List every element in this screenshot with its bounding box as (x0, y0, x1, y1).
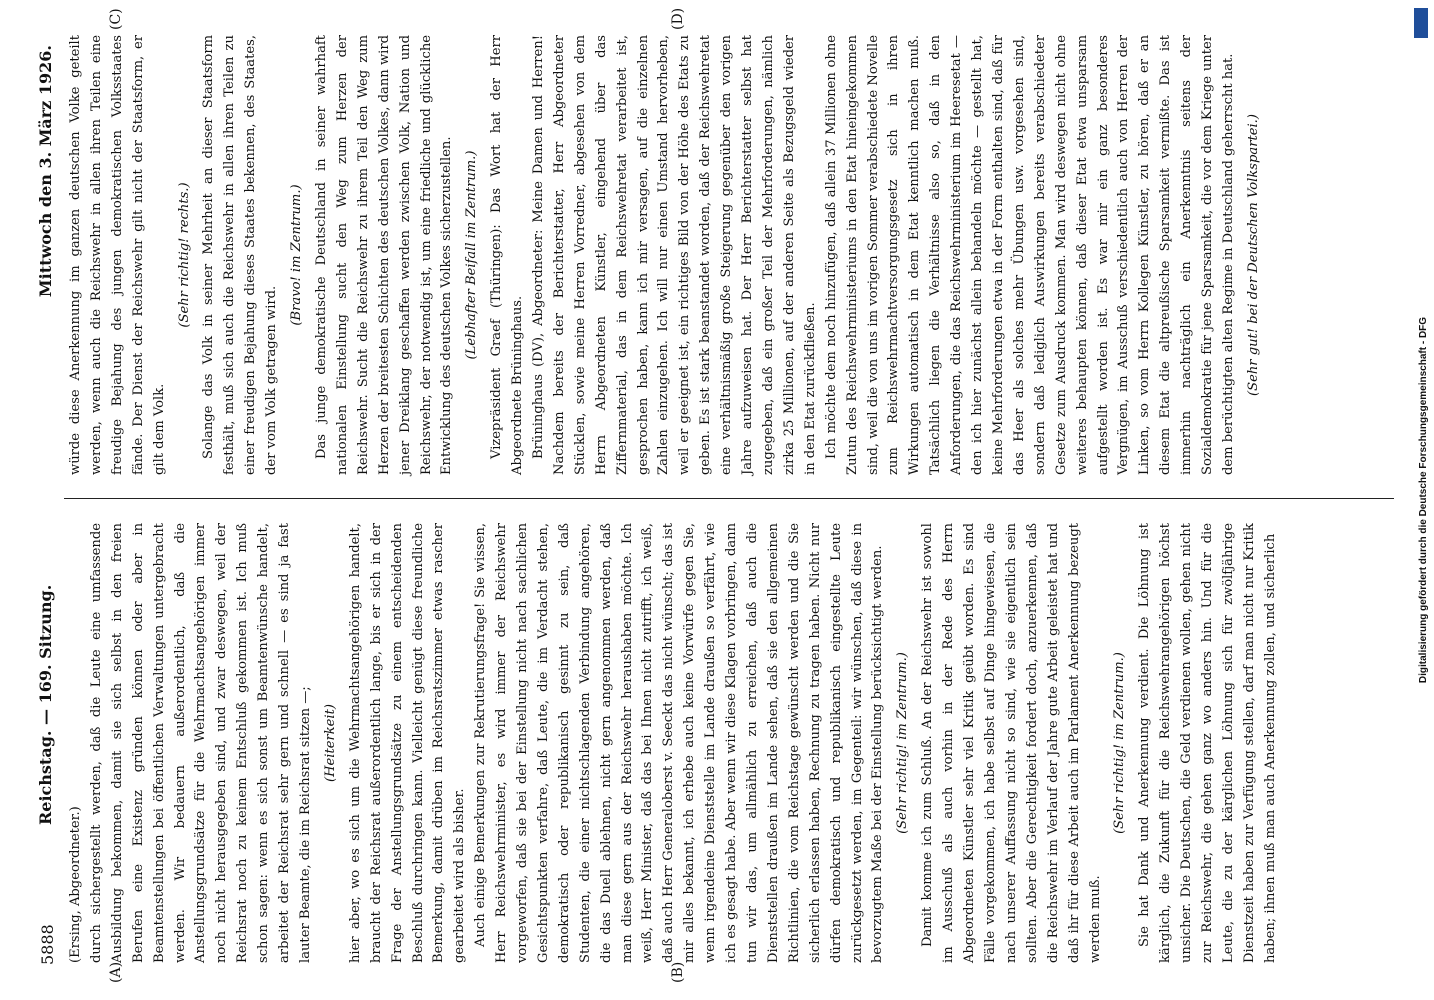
margin-marker-a: (A) (108, 961, 124, 983)
interjection: (Bravo! im Zentrum.) (289, 184, 305, 326)
interjection: (Sehr gut! bei der Deutschen Volkspartei.) (1245, 114, 1261, 396)
session-title: Reichstag. — 169. Sitzung. (36, 584, 55, 825)
paragraph: Auch einige Bemerkungen zur Rekrutierungsfrage! Sie wissen, Herr Reichswehrminister, es wird immer der Reichswehr vorgeworfen, daß sie bei der Einstellung nicht nach sachlichen Gesichtspunkten verfahre, daß Leute, die im Verdacht stehen, demokratisch oder republikanisch gesinnt zu sein, daß Studenten, die einer nichtschlagenden Verbindung angehören, die das Duell ablehnen, nicht gern angenommen werden, daß man diese gern aus der Reichswehr heraushaben möchte. Ich weiß, Herr Minister, daß das bei Ihnen nicht zutrifft, ich weiß, daß auch Herr Generaloberst v. Seeckt das nicht wünscht; das ist mir alles bekannt, ich erhebe auch keine Vorwürfe gegen Sie, wenn irgendeine Dienststelle im Lande draußen so verfährt, wie ich es gesagt habe. Aber wenn wir diese Klagen vorbringen, dann tun wir das, um allmählich zu erreichen, daß auch die Dienststellen draußen im Lande sehen, daß sie den allgemeinen Richtlinien, die vom Reichstage gewünscht werden und die Sie sicherlich erlassen haben, Rechnung zu tragen haben. Nicht nur dürfen demokratisch und republikanisch eingestellte Leute zurückgesetzt werden, im Gegenteil: wir wünschen, daß diese in bevorzugtem Maße bei der Einstellung berücksichtigt werden. (473, 523, 886, 963)
paragraph: Sie hat Dank und Anerkennung verdient. Die Löhnung ist kärglich, die Zukunft für die Reichswehrangehörigen höchst unsicher. Die Deutschen, die Geld verdienen wollen, gehen nicht zur Reichswehr, die gehen ganz wo anders hin. Und für die Leute, die zu der kärglichen Löhnung sich für zwölfjährige Dienstzeit haben zur Verfügung stellen, darf man nicht nur Kritik haben; ihnen muß man auch Anerkennung zollen, und sicherlich (1137, 523, 1278, 963)
margin-marker-b: (B) (670, 961, 686, 983)
paragraph: Damit komme ich zum Schluß. An der Reichswehr ist sowohl im Ausschuß als auch vorhin in der Rede des Herrn Abgeordneten Künstler sehr viel Kritik geübt worden. Es sind Fälle vorgekommen, ich habe selbst auf Dinge hingewiesen, die nach unserer Auffassung nicht so sind, wie sie eigentlich sein sollten. Aber die Gerechtigkeit fordert doch, anzuerkennen, daß die Reichswehr im Verlauf der Jahre gute Arbeit geleistet hat und daß ihr für diese Arbeit auch im Parlament Anerkennung bezeugt werden muß. (920, 523, 1103, 963)
margin-marker-d: (D) (670, 7, 686, 30)
paragraph: hier aber, wo es sich um die Wehrmachtsangehörigen handelt, braucht der Reichsrat außerordentlich lange, bis er sich in der Frage der Anstellungsgrundsätze zu einem entscheidenden Beschluß durchringen kann. Vielleicht genügt diese freundliche Bemerkung, damit drüben im Reichsratszimmer etwas rascher gearbeitet wird als bisher. (347, 523, 468, 963)
page-number: 5888 (38, 924, 57, 965)
right-column (66, 35, 1269, 475)
interjection: (Lebhafter Beifall im Zentrum.) (464, 150, 480, 360)
paragraph: durch sichergestellt werden, daß die Leute eine umfassende Ausbildung bekommen, damit sie sich selbst in den freien Berufen eine Existenz gründen können oder aber in Beamtenstellungen bei öffentlichen Verwaltungen untergebracht werden. Wir bedauern außerordentlich, daß die Anstellungsgrundsätze für die Wehrmachtsangehörigen immer noch nicht herausgegeben sind, und zwar deswegen, weil der Reichsrat noch zu keinem Entschluß gekommen ist. Ich muß schon sagen: wenn es sich sonst um Beamtenwünsche handelt, arbeitet der Reichsrat sehr gern und schnell — es sind ja fast lauter Beamte, die im Reichsrat sitzen —; (88, 523, 313, 963)
digitization-credit (1408, 0, 1430, 1000)
paragraph: Das junge demokratische Deutschland in seiner wahrhaft nationalen Einstellung sucht den Weg zum Herzen der Reichswehr. Sucht die Reichswehr zu ihrem Teil den Weg zum Herzen der breitesten Schichten des deutschen Volkes, dann wird jener Dreiklang geschaffen werden zwischen Volk, Nation und Reichswehr, der notwendig ist, um eine friedliche und glückliche Entwicklung des deutschen Volkes sicherzustellen. (313, 35, 455, 475)
margin-marker-c: (C) (108, 8, 124, 30)
session-date: Mittwoch den 3. März 1926. (36, 45, 55, 298)
interjection: (Sehr richtig! rechts.) (176, 182, 192, 328)
paragraph: Solange das Volk in seiner Mehrheit an dieser Staatsform festhält, muß sich auch die Reichswehr in allen ihren Teilen zu einer freudigen Bejahung dieses Staates bekennen, des Staates, der vom Volk getragen wird. (201, 35, 280, 475)
left-column (66, 523, 1282, 963)
interjection: (Sehr richtig! im Zentrum.) (895, 652, 911, 834)
speaker-ref: (Ersing, Abgeordneter.) (68, 806, 83, 963)
interjection: (Heiterkeit) (322, 704, 338, 782)
interjection: (Sehr richtig! im Zentrum.) (1112, 652, 1128, 834)
paragraph: würde diese Anerkennung im ganzen deutschen Volke geteilt werden, wenn auch die Reichswehr in allen ihren Teilen eine freudige Bejahung des jungen demokratischen Volksstaates fände. Der Dienst der Reichswehr gilt nicht der Staatsform, er gilt dem Volk. (68, 35, 167, 475)
column-divider (64, 498, 1394, 499)
credit-text: Digitalisierung gefördert durch die Deutsche Forschungsgemeinschaft - DFG (1418, 316, 1429, 684)
paragraph: Brüninghaus (DV), Abgeordneter: Meine Damen und Herren! Nachdem bereits der Berichterstatter, Herr Abgeordneter Stücklen, sowie meine Herren Vorredner, abgesehen von dem Herrn Abgeordneten Künstler, eingehend über das Ziffernmaterial, das in dem Reichswehretat verarbeitet ist, gesprochen haben, kann ich mir versagen, auf die einzelnen Zahlen einzugehen. Ich will nur einen Umstand hervorheben, weil er geeignet ist, ein richtiges Bild von der Höhe des Etats zu geben. Es ist stark beanstandet worden, daß der Reichswehretat eine verhältnismäßig große Steigerung gegenüber den vorigen Jahre aufzuweisen hat. Der Herr Berichterstatter selbst hat zugegeben, daß ein großer Teil der Mehrforderungen, nämlich zirka 25 Millionen, auf der anderen Seite als Bezugsgeld wieder in den Etat zurückfließen. (531, 35, 818, 475)
rotated-document (30, 7, 1410, 985)
page-header (36, 25, 64, 965)
paragraph: Vizepräsident Graef (Thüringen): Das Wort hat der Herr Abgeordnete Brüninghaus. (489, 35, 526, 475)
paragraph: Ich möchte dem noch hinzufügen, daß allein 37 Millionen ohne Zutun des Reichswehrministeriums in den Etat hineingekommen sind, weil die von uns im vorigen Sommer verabschiedete Novelle zum Reichswehrmachtversorgungsgesetz sich in ihren Wirkungen automatisch in dem Etat kenntlich machen muß. Tatsächlich liegen die Verhältnisse also so, daß in den Anforderungen, die das Reichswehrministerium im Heeresetat — den ich hier zunächst allein behandeln möchte — gestellt hat, keine Mehrforderungen etwa in der Form enthalten sind, daß für das Heer als solches mehr Übungen usw. vorgesehen sind, sondern daß lediglich Auswirkungen bereits verabschiedeter Gesetze zum Ausdruck kommen. Man wird deswegen nicht ohne weiteres behaupten können, daß dieser Etat etwa unsparsam aufgestellt worden ist. Es war mir ein ganz besonderes Vergnügen, im Ausschuß verschiedentlich auch von Herren der Linken, so vom Herrn Kollegen Künstler, zu hören, daß er an diesem Etat die altpreußische Sparsamkeit vermißte. Das ist immerhin nachträglich ein Anerkenntnis seitens der Sozialdemokratie für jene Sparsamkeit, die vor dem Kriege unter dem berüchtigten alten Regime in Deutschland geherrscht hat. (823, 35, 1236, 475)
